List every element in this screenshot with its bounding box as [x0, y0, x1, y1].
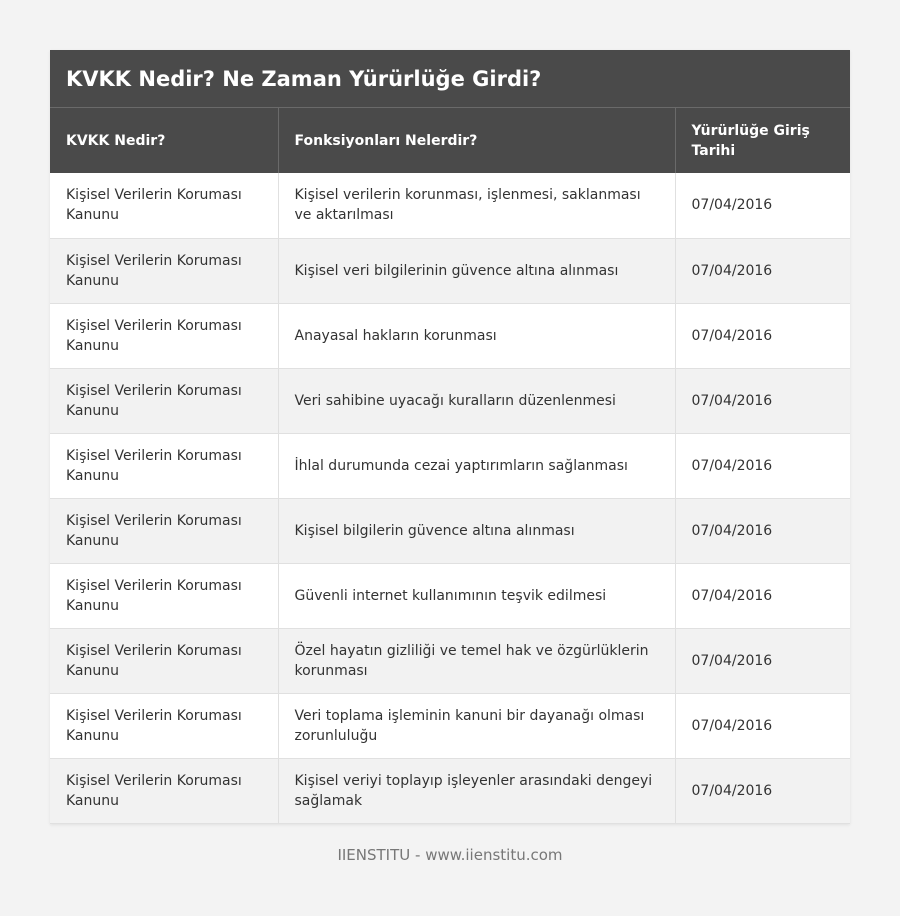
table-row: [50, 628, 850, 693]
kvkk-table: [50, 108, 850, 824]
cell-date: 07/04/2016: [675, 563, 850, 628]
cell-date: 07/04/2016: [675, 238, 850, 303]
cell-function: Anayasal hakların korunması: [278, 303, 675, 368]
cell-kvkk: Kişisel Verilerin Koruması Kanunu: [50, 498, 278, 563]
cell-kvkk: Kişisel Verilerin Koruması Kanunu: [50, 173, 278, 238]
table-title: KVKK Nedir? Ne Zaman Yürürlüğe Girdi?: [50, 50, 850, 108]
footer-credit: IIENSTITU - www.iienstitu.com: [337, 846, 563, 864]
cell-kvkk: Kişisel Verilerin Koruması Kanunu: [50, 758, 278, 823]
cell-function: Kişisel bilgilerin güvence altına alınması: [278, 498, 675, 563]
cell-function: Kişisel veriyi toplayıp işleyenler arasındaki dengeyi sağlamak: [278, 758, 675, 823]
column-header-effective-date: Yürürlüğe Giriş Tarihi: [675, 108, 850, 173]
cell-kvkk: Kişisel Verilerin Koruması Kanunu: [50, 693, 278, 758]
cell-function: Özel hayatın gizliliği ve temel hak ve özgürlüklerin korunması: [278, 628, 675, 693]
cell-date: 07/04/2016: [675, 433, 850, 498]
table-row: [50, 498, 850, 563]
cell-function: Veri sahibine uyacağı kuralların düzenlenmesi: [278, 368, 675, 433]
kvkk-table-card: [50, 50, 850, 824]
cell-date: 07/04/2016: [675, 303, 850, 368]
cell-kvkk: Kişisel Verilerin Koruması Kanunu: [50, 563, 278, 628]
cell-function: İhlal durumunda cezai yaptırımların sağlanması: [278, 433, 675, 498]
cell-function: Güvenli internet kullanımının teşvik edilmesi: [278, 563, 675, 628]
cell-date: 07/04/2016: [675, 693, 850, 758]
cell-date: 07/04/2016: [675, 173, 850, 238]
header-row: [50, 108, 850, 173]
column-header-functions: Fonksiyonları Nelerdir?: [278, 108, 675, 173]
column-header-kvkk: KVKK Nedir?: [50, 108, 278, 173]
table-row: [50, 563, 850, 628]
table-row: [50, 238, 850, 303]
cell-date: 07/04/2016: [675, 498, 850, 563]
table-row: [50, 368, 850, 433]
cell-function: Veri toplama işleminin kanuni bir dayanağı olması zorunluluğu: [278, 693, 675, 758]
cell-kvkk: Kişisel Verilerin Koruması Kanunu: [50, 433, 278, 498]
cell-kvkk: Kişisel Verilerin Koruması Kanunu: [50, 238, 278, 303]
table-row: [50, 433, 850, 498]
cell-function: Kişisel veri bilgilerinin güvence altına alınması: [278, 238, 675, 303]
cell-date: 07/04/2016: [675, 368, 850, 433]
cell-kvkk: Kişisel Verilerin Koruması Kanunu: [50, 368, 278, 433]
cell-function: Kişisel verilerin korunması, işlenmesi, saklanması ve aktarılması: [278, 173, 675, 238]
cell-date: 07/04/2016: [675, 628, 850, 693]
table-row: [50, 758, 850, 823]
table-row: [50, 173, 850, 238]
cell-kvkk: Kişisel Verilerin Koruması Kanunu: [50, 628, 278, 693]
table-row: [50, 693, 850, 758]
table-row: [50, 303, 850, 368]
cell-date: 07/04/2016: [675, 758, 850, 823]
cell-kvkk: Kişisel Verilerin Koruması Kanunu: [50, 303, 278, 368]
